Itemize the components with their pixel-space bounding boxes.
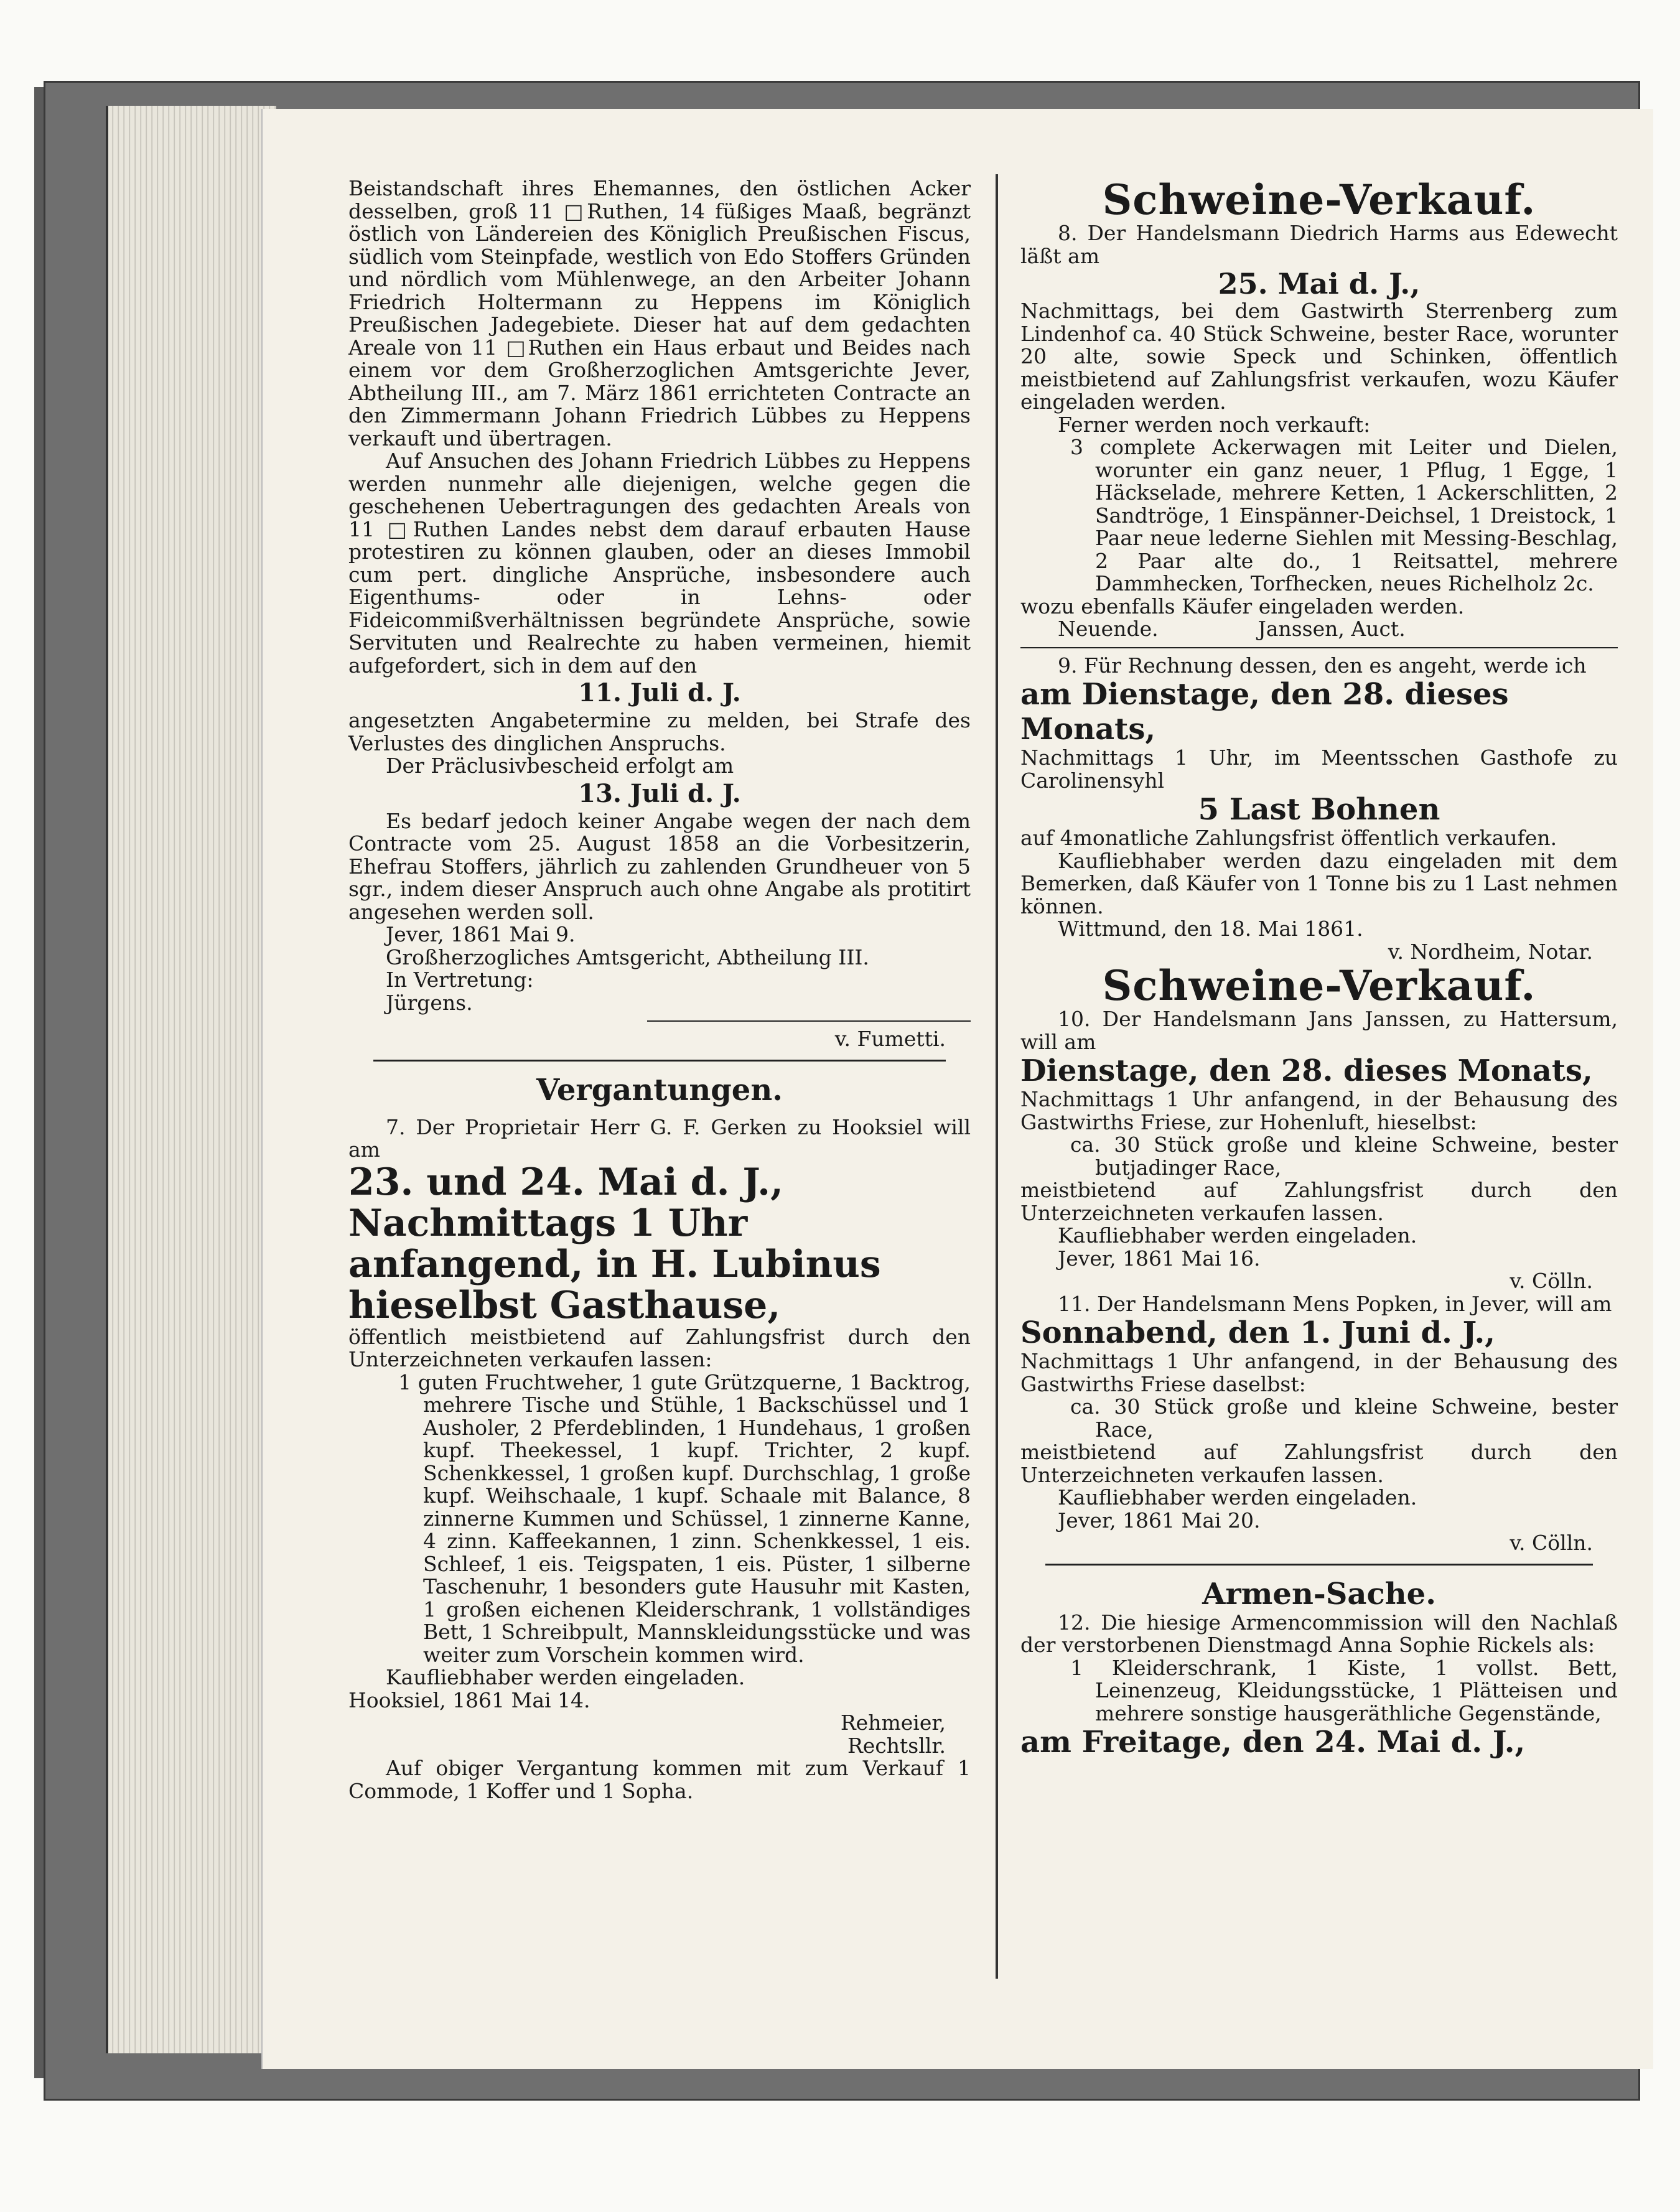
right-column (1020, 177, 1618, 1760)
ad-date: 25. Mai d. J., (1218, 267, 1421, 301)
ad-signature-line (1020, 618, 1618, 641)
ad-buyers: wozu ebenfalls Käufer eingeladen werden. (1020, 594, 1465, 618)
ad-goods: 5 Last Bohnen (1198, 792, 1440, 827)
ad-date: Sonnabend, den 1. Juni d. J., (1020, 1315, 1495, 1350)
ad-text: meistbietend auf Zahlungsfrist durch den Unterzeichneten verkaufen lassen. (1020, 1440, 1618, 1487)
ad-buyers: Kaufliebhaber werden eingeladen. (1058, 1223, 1417, 1248)
signature-rule (647, 1020, 971, 1022)
notice-paragraph: Der Präclusivbescheid erfolgt am (386, 754, 734, 778)
ad-date: am Dienstage, den 28. dieses Monats, (1020, 677, 1509, 747)
ad-headline: Armen-Sache. (1202, 1576, 1436, 1612)
ad-buyers: Kaufliebhaber werden eingeladen. (1058, 1485, 1417, 1510)
ad-item-list: ca. 30 Stück große und kleine Schweine, bester Race, (1070, 1394, 1618, 1442)
signature: Jürgens. (386, 990, 473, 1015)
deputy-label: In Vertretung: (386, 968, 534, 992)
signature: v. Cölln. (1510, 1531, 1593, 1555)
ad-extra: Auf obiger Vergantung kommen mit zum Verkauf 1 Commode, 1 Koffer und 1 Sopha. (348, 1756, 971, 1803)
court-name: Großherzogliches Amtsgericht, Abtheilung III. (386, 945, 869, 969)
ad-item-list: 3 complete Ackerwagen mit Leiter und Dielen, worunter ein ganz neuer, 1 Pflug, 1 Egge, 1 Häckselade, mehrere Ketten, 1 Ackerschlitten, 2 Sandtröge, 1 Einspänner-Deichsel, 1 Dreistock, 1 Paar neue lederne Siehlen mit Messing-Beschlag, 2 Paar alte do., 1 Reitsattel, mehrere Dammhecken, Torfhecken, neues Richelholz 2c. (1070, 435, 1618, 595)
ad-buyers: Kaufliebhaber werden eingeladen. (386, 1665, 745, 1689)
notice-paragraph: angesetzten Angabetermine zu melden, bei Strafe des Verlustes des dinglichen Anspruchs. (348, 708, 971, 755)
ad-headline: Schweine-Verkauf. (1102, 175, 1536, 224)
ad-text: öffentlich meistbietend auf Zahlungsfrist durch den Unterzeichneten verkaufen lassen: (348, 1324, 971, 1371)
ad-text: meistbietend auf Zahlungsfrist durch den Unterzeichneten verkaufen lassen. (1020, 1178, 1618, 1225)
ad-intro: 7. Der Proprietair Herr G. F. Gerken zu Hooksiel will am (348, 1114, 971, 1162)
ad-place-date: Wittmund, den 18. Mai 1861. (1058, 917, 1363, 941)
ad-text: Nachmittags 1 Uhr anfangend, in der Behausung des Gastwirths Friese daselbst: (1020, 1349, 1618, 1396)
ad-divider (1020, 647, 1618, 648)
signature: Rehmeier, (840, 1710, 946, 1735)
ad-intro: 8. Der Handelsmann Diedrich Harms aus Edewecht läßt am (1020, 221, 1618, 268)
ad-buyers: Kaufliebhaber werden dazu eingeladen mit dem Bemerken, daß Käufer von 1 Tonne bis zu 1 Last nehmen können. (1020, 848, 1618, 918)
section-title: Vergantungen. (536, 1072, 783, 1108)
page-edges (106, 106, 276, 2053)
ad-intro: 12. Die hiesige Armencommission will den Nachlaß der verstorbenen Dienstmagd Anna Sophie Rickels als: (1020, 1610, 1618, 1657)
notice-paragraph: Auf Ansuchen des Johann Friedrich Lübbes zu Heppens werden nunmehr alle diejenigen, welche gegen die geschehenen Uebertragungen des gedachten Areals von 11 □Ruthen Landes nebst dem darauf erbauten Hause protestiren zu können glauben, oder an dieses Immobil cum pert. dingliche Ansprüche, insbesondere auch Eigenthums- oder in Lehns- oder Fideicommißverhältnissen begründete Ansprüche, sowie Servituten und Realrechte zu haben vermeinen, hiemit aufgefordert, sich in dem auf den (348, 449, 971, 678)
ad-place-date: Jever, 1861 Mai 16. (1058, 1246, 1261, 1271)
left-column (348, 177, 971, 1803)
decision-date: 13. Juli d. J. (578, 778, 741, 808)
sig-place: Neuende. (1058, 617, 1159, 641)
signature-title: Rechtsllr. (847, 1733, 946, 1758)
ad-text: Nachmittags 1 Uhr anfangend, in der Behausung des Gastwirths Friese, zur Hohenluft, hieselbst: (1020, 1087, 1618, 1134)
place-date: Jever, 1861 Mai 9. (386, 922, 576, 946)
section-divider (1045, 1564, 1593, 1566)
section-divider (373, 1060, 946, 1062)
ad-intro: 9. Für Rechnung dessen, den es angeht, werde ich (1058, 653, 1587, 678)
ad-item-list: 1 guten Fruchtweher, 1 gute Grützquerne, 1 Backtrog, mehrere Tische und Stühle, 1 Backschüssel und 1 Ausholer, 2 Pferdeblinden, 1 Hundehaus, 1 großen kupf. Theekessel, 1 kupf. Trichter, 2 kupf. Schenkkessel, 1 großen kupf. Durchschlag, 1 große kupf. Weihschaale, 1 kupf. Schaale mit Balance, 8 zinnerne Kummen und Schüssel, 1 zinnerne Kanne, 4 zinn. Kaffeekannen, 1 zinn. Schenkkessel, 1 eis. Schleef, 1 eis. Teigspaten, 1 eis. Püster, 1 silberne Taschenuhr, 1 besonders gute Hausuhr mit Kasten, 1 großen eichenen Kleiderschrank, 1 vollständiges Bett, 1 Schreibpult, Mannskleidungsstücke und was weiter zum Vorschein kommen wird. (398, 1370, 971, 1667)
ad-place-date: Jever, 1861 Mai 20. (1058, 1508, 1261, 1533)
ad-text: auf 4monatliche Zahlungsfrist öffentlich verkaufen. (1020, 826, 1557, 850)
ad-date: Dienstage, den 28. dieses Monats, (1020, 1053, 1593, 1088)
ad-text: Nachmittags 1 Uhr, im Meentsschen Gasthofe zu Carolinensyhl (1020, 745, 1618, 793)
column-divider (996, 174, 998, 1979)
deadline-date: 11. Juli d. J. (578, 678, 741, 707)
ad-item-list: ca. 30 Stück große und kleine Schweine, bester butjadinger Race, (1070, 1132, 1618, 1180)
notice-intro: Beistandschaft ihres Ehemannes, den östlichen Acker desselben, groß 11 □Ruthen, 14 füßiges Maaß, begränzt östlich von Ländereien des Königlich Preußischen Fiscus, südlich vom Steinpfade, westlich von Edo Stoffers Gründen und nördlich vom Mühlenwege, an den Arbeiter Johann Friedrich Holtermann zu Heppens im Königlich Preußischen Jadegebiete. Dieser hat auf dem gedachten Areale von 11 □Ruthen ein Haus erbaut und Beides nach einem vor dem Großherzoglichen Amtsgerichte Jever, Abtheilung III., am 7. März 1861 errichteten Contracte an den Zimmermann Johann Friedrich Lübbes zu Heppens verkauft und übertragen. (348, 176, 971, 450)
notice-paragraph: Es bedarf jedoch keiner Angabe wegen der nach dem Contracte vom 25. August 1858 an die Vorbesitzerin, Ehefrau Stoffers, jährlich zu zahlenden Grundheuer von 5 sgr., indem dieser Anspruch auch ohne Angabe als protitirt angesehen werden soll. (348, 808, 971, 924)
ad-intro: 10. Der Handelsmann Jans Janssen, zu Hattersum, will am (1020, 1007, 1618, 1054)
ad-item-list: 1 Kleiderschrank, 1 Kiste, 1 vollst. Bett, Leinenzeug, Kleidungsstücke, 1 Plätteisen und mehrere sonstige hausgeräthliche Gegenstände, (1070, 1655, 1618, 1725)
signature: v. Nordheim, Notar. (1388, 939, 1593, 964)
signature: v. Fumetti. (834, 1027, 946, 1051)
signature: v. Cölln. (1510, 1269, 1593, 1293)
ad-intro: 11. Der Handelsmann Mens Popken, in Jever, will am (1058, 1291, 1612, 1316)
ad-text: Nachmittags, bei dem Gastwirth Sterrenberg zum Lindenhof ca. 40 Stück Schweine, bester Race, worunter 20 alte, sowie Speck und Schinken, öffentlich meistbietend auf Zahlungsfrist verkaufen, wozu Käufer eingeladen werden. (1020, 299, 1618, 414)
ad-place-date: Hooksiel, 1861 Mai 14. (348, 1687, 590, 1712)
signature: Janssen, Auct. (1258, 617, 1406, 641)
ad-date-line: 23. und 24. Mai d. J., Nachmittags 1 Uhr anfangend, in H. Lubinus hieselbst Gasthause, (348, 1160, 881, 1327)
ad-date: am Freitage, den 24. Mai d. J., (1020, 1725, 1526, 1760)
ad-text: Ferner werden noch verkauft: (1058, 412, 1371, 437)
ad-headline: Schweine-Verkauf. (1102, 961, 1536, 1010)
